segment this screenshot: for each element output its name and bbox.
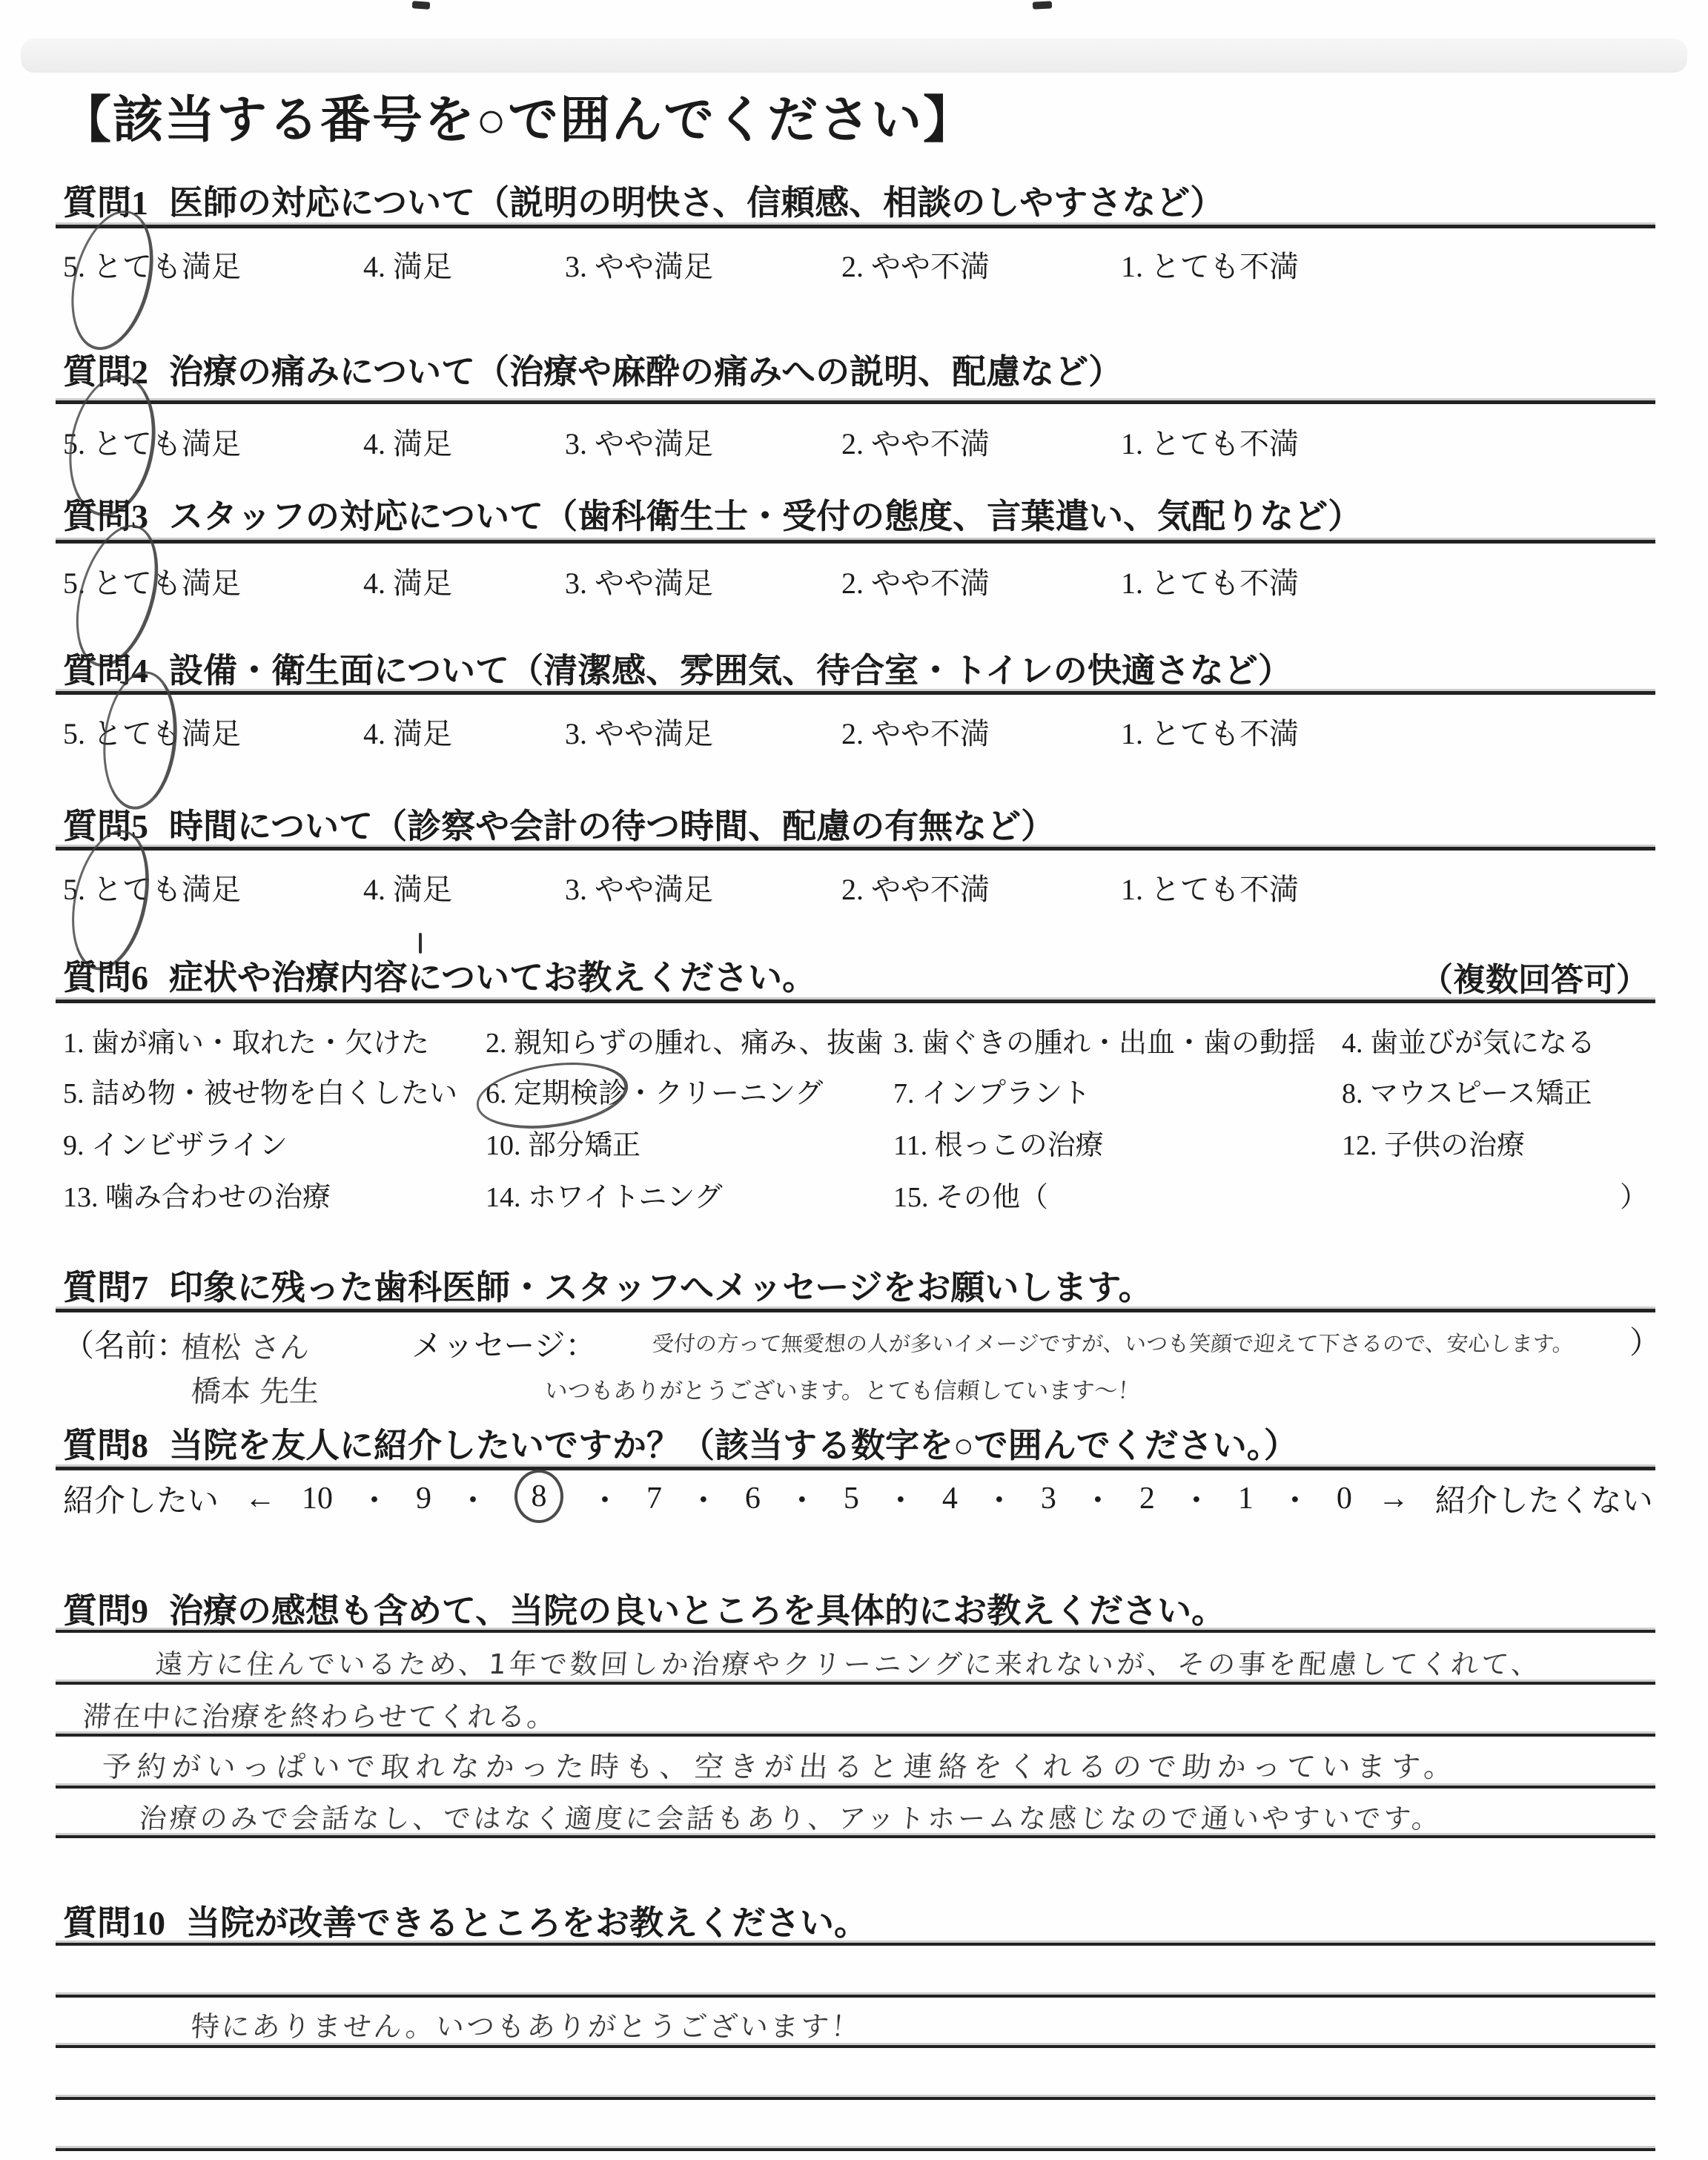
divider	[56, 400, 1655, 404]
q2-option-2: 2. やや不満	[841, 427, 990, 460]
q6-item-1: 1. 歯が痛い・取れた・欠けた	[63, 1028, 430, 1059]
q1-option-3: 3. やや満足	[565, 250, 713, 283]
question-10-label: 質問10	[63, 1904, 165, 1942]
question-6-note: （複数回答可）	[1420, 962, 1649, 998]
q7-name-label: （名前：	[63, 1330, 188, 1364]
q8-right-label: 紹介したくない	[1434, 1484, 1653, 1519]
q9-handwritten-line-4: 治療のみで会話なし、ではなく適度に会話もあり、アットホームな感じなので通いやすいです。	[138, 1803, 1443, 1834]
q8-dot: ・	[1279, 1484, 1311, 1519]
q7-message-label: メッセージ：	[411, 1330, 597, 1364]
q1-option-1: 1. とても不満	[1121, 250, 1299, 283]
question-7-heading	[63, 1261, 1153, 1309]
q5-option-2: 2. やや不満	[841, 873, 990, 906]
q7-handwritten-name-1: 植松 さん	[180, 1331, 311, 1365]
question-4-label: 質問4	[63, 652, 148, 690]
q8-dot: ・	[884, 1484, 916, 1519]
q8-score-7: 7	[646, 1482, 662, 1516]
q8-score-6: 6	[744, 1482, 761, 1516]
q8-score-10: 10	[301, 1482, 333, 1516]
answer-line	[56, 2045, 1655, 2048]
answer-line	[56, 1943, 1655, 1946]
q3-option-5: 5. とても満足	[63, 567, 241, 600]
answer-line	[56, 2097, 1655, 2100]
q6-item-10: 10. 部分矯正	[486, 1130, 641, 1161]
q4-option-5: 5. とても満足	[63, 717, 241, 750]
q1-option-5: 5. とても満足	[63, 250, 241, 283]
q8-dot: ・	[786, 1484, 818, 1519]
q8-dot: ・	[358, 1484, 390, 1519]
question-7-title: 印象に残った歯科医師・スタッフへメッセージをお願いします。	[169, 1269, 1153, 1307]
q8-dot: ・	[457, 1484, 489, 1519]
q8-dot: ・	[1082, 1484, 1113, 1519]
question-6-heading	[63, 951, 816, 1000]
question-2-options	[63, 420, 1655, 458]
q5-option-5: 5. とても満足	[63, 873, 241, 906]
question-3-heading	[63, 489, 1362, 538]
q6-item-11: 11. 根っこの治療	[893, 1130, 1104, 1161]
q6-item-9: 9. インビザライン	[63, 1130, 288, 1161]
question-6-title: 症状や治療内容についてお教えください。	[169, 959, 817, 997]
question-1-label: 質問1	[63, 184, 148, 222]
q8-dot: ・	[589, 1484, 620, 1519]
q4-option-3: 3. やや満足	[565, 717, 713, 750]
page-title: 【該当する番号を○で囲んでください】	[61, 92, 976, 148]
answer-line	[56, 1630, 1655, 1633]
q8-left-arrow-icon: ←	[245, 1482, 276, 1516]
q8-score-9: 9	[415, 1482, 431, 1516]
q7-handwritten-message-line-2: いつもありがとうございます。とても信頼しています〜！	[543, 1378, 1142, 1404]
q9-handwritten-line-3: 予約がいっぱいで取れなかった時も、空きが出ると連絡をくれるので助かっています。	[101, 1751, 1460, 1784]
answer-line	[56, 2148, 1655, 2151]
question-2-heading	[63, 345, 1122, 394]
q9-handwritten-line-2: 滞在中に治療を終わらせてくれる。	[82, 1700, 558, 1733]
question-5-heading	[63, 799, 1055, 848]
question-1-options	[63, 243, 1655, 283]
q3-option-1: 1. とても不満	[1121, 567, 1299, 600]
q10-handwritten-answer: 特にありません。いつもありがとうございます！	[190, 2010, 863, 2043]
q7-handwritten-message-line-1: 受付の方って無愛想の人が多いイメージですが、いつも笑顔で迎えて下さるので、安心します。	[651, 1331, 1575, 1356]
question-3-label: 質問3	[63, 498, 148, 535]
question-8-label: 質問8	[63, 1427, 148, 1464]
divider	[56, 847, 1655, 851]
q5-option-3: 3. やや満足	[565, 873, 713, 906]
q2-option-5: 5. とても満足	[63, 427, 241, 460]
q6-item-6: 6. 定期検診・クリーニング	[486, 1078, 824, 1109]
question-4-options	[63, 710, 1655, 750]
q7-handwritten-name-2: 橋本 先生	[190, 1375, 321, 1409]
answer-line	[56, 1995, 1655, 1998]
q8-dot: ・	[983, 1484, 1015, 1519]
divider	[56, 1467, 1655, 1470]
question-7-label: 質問7	[63, 1269, 148, 1307]
q6-item-8: 8. マウスピース矯正	[1342, 1078, 1592, 1109]
question-8-heading	[63, 1418, 1298, 1467]
question-8-title: 当院を友人に紹介したいですか？（該当する数字を○で囲んでください。）	[169, 1427, 1298, 1464]
q5-option-1: 1. とても不満	[1121, 873, 1299, 906]
q3-option-3: 3. やや満足	[565, 567, 713, 600]
q8-score-0: 0	[1336, 1482, 1352, 1516]
q6-item-7: 7. インプラント	[893, 1078, 1091, 1109]
divider	[56, 1309, 1655, 1312]
question-2-title: 治療の痛みについて（治療や麻酔の痛みへの説明、配慮など）	[169, 353, 1123, 391]
q8-score-5: 5	[843, 1482, 859, 1516]
question-5-label: 質問5	[63, 807, 148, 845]
divider	[56, 691, 1655, 695]
divider	[56, 540, 1655, 544]
q6-item-15: 15. その他（	[893, 1182, 1049, 1213]
answer-line	[56, 1682, 1655, 1685]
divider	[56, 225, 1655, 228]
question-6-label: 質問6	[63, 959, 148, 997]
q6-item-3: 3. 歯ぐきの腫れ・出血・歯の動揺	[893, 1028, 1317, 1059]
q4-option-1: 1. とても不満	[1121, 717, 1299, 750]
question-3-title: スタッフの対応について（歯科衛生士・受付の態度、言葉遣い、気配りなど）	[169, 498, 1363, 535]
q9-handwritten-line-1: 遠方に住んでいるため、1年で数回しか治療やクリーニングに来れないが、その事を配慮してくれて、	[154, 1648, 1543, 1680]
q6-item-14: 14. ホワイトニング	[486, 1182, 723, 1213]
q8-dot: ・	[1180, 1484, 1212, 1519]
q3-option-4: 4. 満足	[363, 567, 452, 600]
q8-score-4: 4	[941, 1482, 958, 1516]
question-10-title: 当院が改善できるところをお教えください。	[186, 1904, 868, 1942]
q6-item-2: 2. 親知らずの腫れ、痛み、抜歯	[486, 1028, 884, 1059]
question-5-title: 時間について（診察や会計の待つ時間、配慮の有無など）	[169, 807, 1056, 845]
q8-left-label: 紹介したい	[63, 1484, 219, 1519]
question-9-title: 治療の感想も含めて、当院の良いところを具体的にお教えください。	[169, 1592, 1226, 1630]
question-10-heading	[63, 1896, 868, 1945]
q2-option-3: 3. やや満足	[565, 427, 713, 460]
question-1-title: 医師の対応について（説明の明快さ、信頼感、相談のしやすさなど）	[169, 184, 1225, 222]
q3-option-2: 2. やや不満	[841, 567, 990, 600]
question-9-label: 質問9	[63, 1592, 148, 1630]
q2-option-4: 4. 満足	[363, 427, 452, 460]
scan-artifact	[1033, 1, 1052, 9]
q6-item-5: 5. 詰め物・被せ物を白くしたい	[63, 1078, 458, 1109]
q1-option-2: 2. やや不満	[841, 250, 990, 283]
q8-score-8-circled: 8	[514, 1470, 563, 1523]
question-2-label: 質問2	[63, 353, 148, 391]
q4-option-2: 2. やや不満	[841, 717, 990, 750]
q7-close-paren: ）	[1629, 1327, 1661, 1361]
q8-score-1: 1	[1237, 1482, 1254, 1516]
q6-item-12: 12. 子供の治療	[1342, 1130, 1526, 1161]
q6-item-15-close-paren: ）	[1620, 1182, 1649, 1213]
question-5-options	[63, 866, 1655, 906]
question-9-heading	[63, 1584, 1225, 1633]
q1-option-4: 4. 満足	[363, 250, 452, 283]
q6-item-13: 13. 噛み合わせの治療	[63, 1182, 331, 1213]
q8-right-arrow-icon: →	[1377, 1482, 1409, 1516]
q8-score-scale	[63, 1474, 1653, 1523]
q8-score-2: 2	[1139, 1482, 1155, 1516]
question-4-heading	[63, 644, 1292, 693]
divider	[56, 1000, 1655, 1003]
q8-score-3: 3	[1040, 1482, 1056, 1516]
q5-option-4: 4. 満足	[363, 873, 452, 906]
scan-shadow-band	[21, 39, 1687, 73]
question-1-heading	[63, 176, 1224, 225]
answer-line	[56, 1786, 1655, 1789]
q4-option-4: 4. 満足	[363, 717, 452, 750]
q6-item-4: 4. 歯並びが気になる	[1342, 1028, 1596, 1059]
q2-option-1: 1. とても不満	[1121, 427, 1299, 460]
q8-dot: ・	[687, 1484, 719, 1519]
question-3-options	[63, 560, 1655, 600]
question-4-title: 設備・衛生面について（清潔感、雰囲気、待合室・トイレの快適さなど）	[169, 652, 1292, 690]
scan-artifact	[412, 1, 431, 10]
